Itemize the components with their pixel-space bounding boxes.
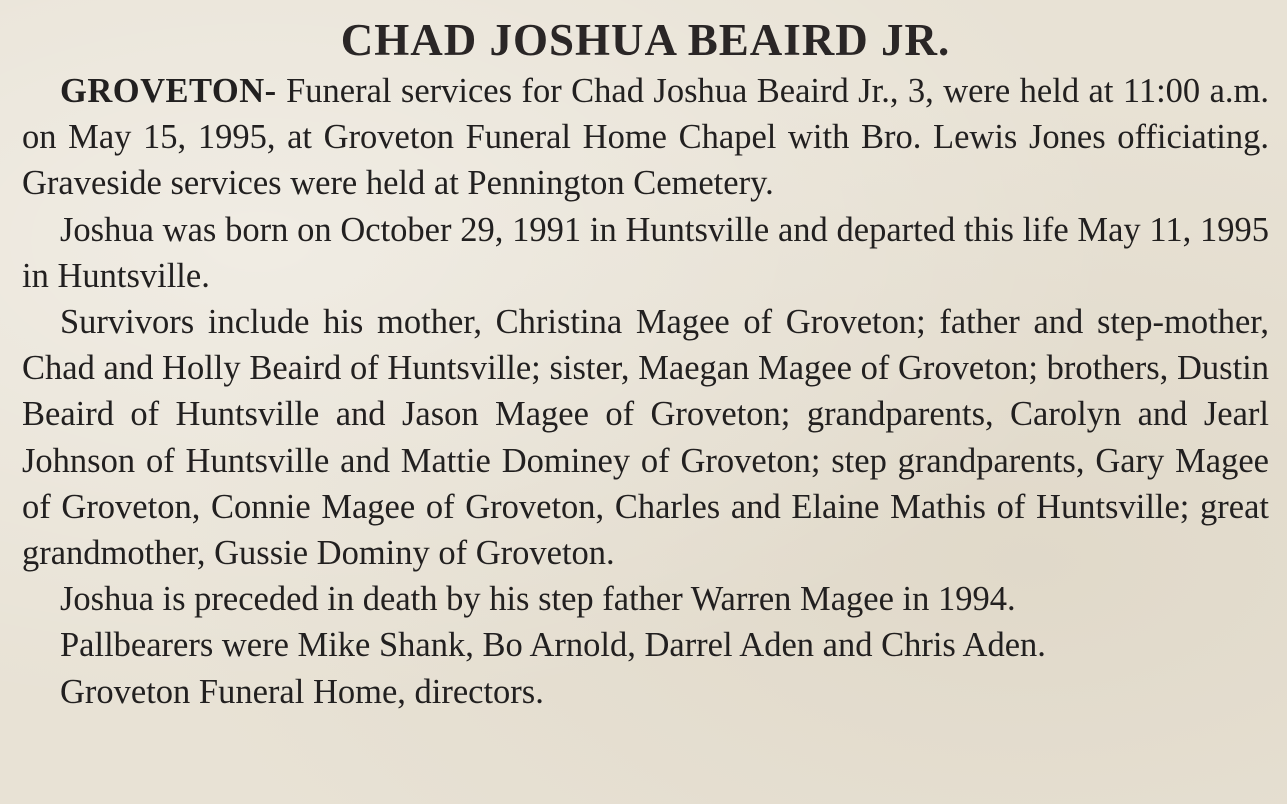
paragraph-survivors: Survivors include his mother, Christina Magee of Groveton; father and step-mother, Chad and Holly Beaird of Huntsville; sister, Maegan Magee of Groveton; brothers, Dustin Beaird of Huntsville and Jason Magee of Groveton; grandparents, Carolyn and Jearl Johnson of Huntsville and Mattie Dominey of Groveton; step grandparents, Gary Magee of Groveton, Connie Magee of Groveton, Charles and Elaine Mathis of Huntsville; great grandmother, Gussie Dominy of Groveton. bbox=[22, 303, 1269, 573]
dateline: GROVETON- bbox=[60, 72, 277, 110]
paragraph-birth: Joshua was born on October 29, 1991 in Huntsville and departed this life May 11, 1995 in Huntsville. bbox=[22, 210, 1269, 295]
paragraph-pallbearers: Pallbearers were Mike Shank, Bo Arnold, Darrel Aden and Chris Aden. bbox=[60, 626, 1046, 665]
paragraph-services-text: Funeral services for Chad Joshua Beaird Jr., 3, were held at 11:00 a.m. on May 15, 1995, at Groveton Funeral Home Chapel with Bro. Lewis Jones officiating. Graveside services were held at Pennington Cemetery. bbox=[22, 72, 1270, 203]
paragraph-directors: Groveton Funeral Home, directors. bbox=[60, 672, 544, 711]
paragraph-services bbox=[22, 68, 1269, 207]
paragraph-preceded: Joshua is preceded in death by his step father Warren Magee in 1994. bbox=[60, 580, 1016, 619]
obituary-headline: CHAD JOSHUA BEAIRD JR. bbox=[340, 15, 951, 65]
